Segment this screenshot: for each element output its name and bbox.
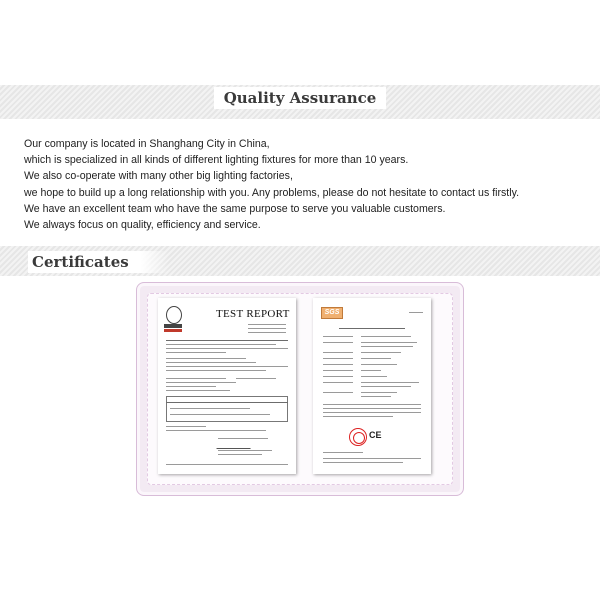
certificate-ref-line: [409, 312, 423, 313]
intro-line: We also co-operate with many other big lighting factories,: [24, 170, 293, 183]
certificate-label-line: [323, 358, 353, 359]
certificate-value-line: [361, 376, 387, 377]
ce-mark: CE: [369, 430, 382, 440]
certificates-heading: Certificates: [28, 251, 169, 273]
report-text-line: [166, 386, 216, 387]
report-table-line: [170, 414, 270, 415]
intro-line: Our company is located in Shanghang City in China,: [24, 138, 270, 150]
certificate-value-line: [361, 336, 411, 337]
certificate-label-line: [323, 392, 353, 393]
certificate-text-line: [323, 416, 393, 417]
bureau-veritas-logo-icon: [166, 306, 182, 324]
report-ref-line: [248, 324, 286, 325]
certificate-footer-line: [323, 462, 403, 463]
intro-line: We always focus on quality, efficiency and service.: [24, 219, 261, 232]
certificate-value-line: [361, 382, 419, 383]
test-report-document[interactable]: [158, 298, 296, 474]
sgs-certificate-document[interactable]: [313, 298, 431, 474]
certificate-text-line: [323, 404, 421, 405]
report-footer-line: [166, 464, 288, 465]
sgs-logo-icon: SGS: [321, 307, 343, 319]
intro-line: we hope to build up a long relationship with you. Any problems, please do not hesitate to contact us firstly.: [24, 186, 520, 199]
certificate-footer-line: [323, 458, 421, 459]
quality-assurance-heading: [0, 89, 600, 107]
certificate-text-line: [323, 408, 421, 409]
certificate-label-line: [323, 352, 353, 353]
certificate-label-line: [323, 370, 353, 371]
certificate-label-line: [323, 342, 353, 343]
certificate-value-line: [361, 342, 417, 343]
report-table-line: [170, 408, 250, 409]
report-text-line: [166, 390, 230, 391]
report-text-line: [218, 450, 272, 451]
certificate-heading-line: [339, 328, 405, 329]
report-text-line: [166, 426, 206, 427]
report-text-line: [166, 382, 236, 383]
certificate-label-line: [323, 364, 353, 365]
report-text-line: [166, 370, 266, 371]
report-text-line: [166, 348, 288, 349]
certificate-value-line: [361, 364, 397, 365]
quality-assurance-title: Quality Assurance: [214, 87, 387, 109]
certificate-value-line: [361, 358, 391, 359]
certificate-label-line: [323, 376, 353, 377]
report-text-line: [236, 378, 276, 379]
report-text-line: [166, 344, 276, 345]
report-text-line: [166, 378, 226, 379]
certificate-label-line: [323, 382, 353, 383]
report-results-table: [166, 396, 288, 422]
report-text-line: [218, 454, 262, 455]
report-signature: [216, 440, 253, 449]
certificate-value-line: [361, 386, 411, 387]
certificate-value-line: [361, 370, 381, 371]
certificate-value-line: [361, 346, 413, 347]
certificate-value-line: [361, 352, 401, 353]
report-text-line: [166, 362, 256, 363]
bureau-veritas-logo-stripe: [164, 329, 182, 332]
bureau-veritas-logo-bar: [164, 324, 182, 328]
certificate-text-line: [323, 452, 363, 453]
test-report-heading: TEST REPORT: [216, 308, 290, 320]
certificate-stamp-inner: [353, 432, 365, 444]
report-ref-line: [248, 332, 286, 333]
report-text-line: [166, 352, 226, 353]
report-text-line: [166, 340, 288, 341]
certificate-value-line: [361, 396, 391, 397]
report-table-rule: [166, 402, 288, 403]
intro-line: We have an excellent team who have the same purpose to serve you valuable customers.: [24, 202, 446, 215]
certificate-text-line: [323, 412, 421, 413]
company-intro: [24, 136, 584, 233]
certificate-value-line: [361, 392, 397, 393]
certificate-label-line: [323, 336, 353, 337]
report-text-line: [218, 438, 268, 439]
intro-line: which is specialized in all kinds of different lighting fixtures for more than 10 years.: [24, 154, 409, 167]
report-text-line: [166, 358, 246, 359]
report-text-line: [166, 366, 288, 367]
report-ref-line: [248, 328, 286, 329]
report-text-line: [166, 430, 266, 431]
